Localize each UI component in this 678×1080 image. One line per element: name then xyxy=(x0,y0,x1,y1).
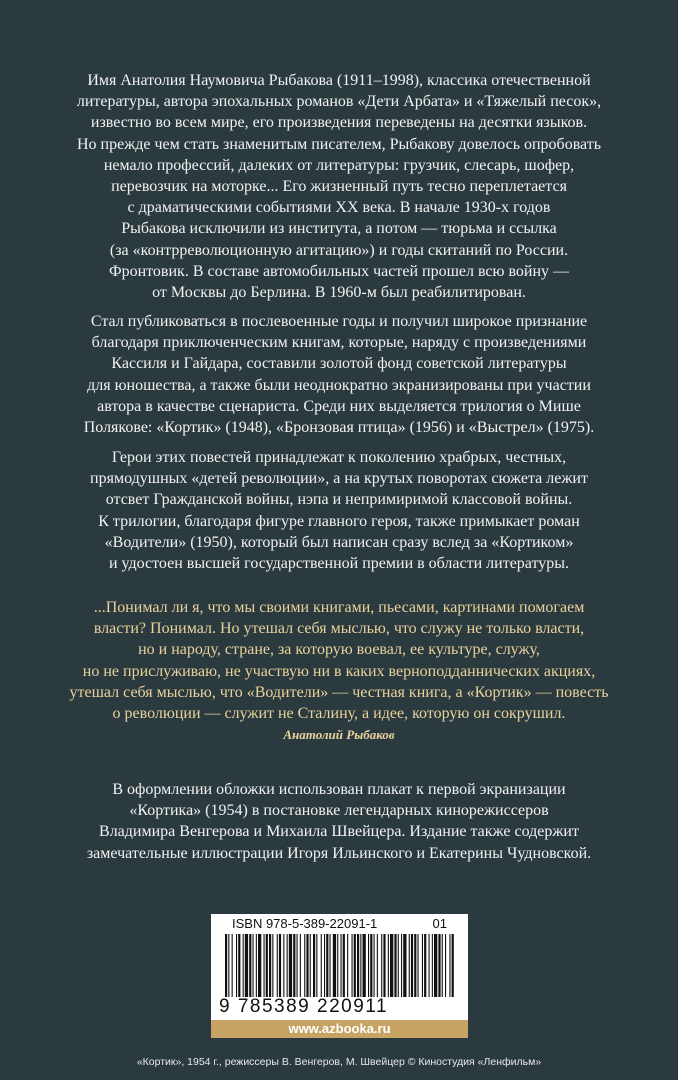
text-line: автора в качестве сценариста. Среди них выделяется трилогия о Мише xyxy=(97,397,581,415)
text-line: ...Понимал ли я, что мы своими книгами, пьесами, картинами помогаем xyxy=(93,599,585,616)
barcode-bar xyxy=(245,934,248,997)
bio-paragraph xyxy=(50,70,628,303)
barcode-bar xyxy=(272,934,273,997)
barcode-bar xyxy=(228,934,229,997)
barcode-bar xyxy=(279,934,281,997)
text-line: отсвет Гражданской войны, нэпа и непримиримой классовой войны. xyxy=(105,491,573,509)
barcode-bar xyxy=(374,934,375,997)
barcode-bar xyxy=(357,934,359,997)
text-line: власти? Понимал. Но утешал себя мыслью, что служу не только власти, xyxy=(93,620,585,638)
barcode-digits: 9 785389 220911 xyxy=(219,996,389,1017)
barcode-bar xyxy=(424,934,426,997)
barcode-bar xyxy=(347,934,348,997)
quote-author: Анатолий Рыбаков xyxy=(283,727,395,742)
text-line: и удостоен высшей государственной премии в области литературы. xyxy=(108,555,570,573)
text-line: К трилогии, благодаря фигуре главного героя, также примыкает роман xyxy=(98,512,580,530)
barcode-bar xyxy=(363,934,366,997)
barcode-bar xyxy=(434,934,437,997)
barcode-bar xyxy=(445,934,446,997)
barcode-bar xyxy=(253,934,254,997)
text-line: Имя Анатолия Наумовича Рыбакова (1911–1998), классика отечественной xyxy=(87,72,591,89)
barcode-bar xyxy=(429,934,430,997)
text-line: Герои этих повестей принадлежат к поколению храбрых, честных, xyxy=(111,449,567,466)
text-line: но не прислуживаю, не участвую ни в каких верноподданнических акциях, xyxy=(82,662,596,680)
barcode-bar xyxy=(394,934,396,997)
text-line: Фронтовик. В составе автомобильных частей прошел всю войну — xyxy=(108,262,570,280)
isbn-label: ISBN 978-5-389-22091-1 xyxy=(232,916,378,931)
heroes-paragraph xyxy=(50,447,628,574)
text-line: утешал себя мыслью, что «Водители» — честная книга, а «Кортик» — повесть xyxy=(69,683,609,701)
barcode-bar xyxy=(269,934,271,997)
barcode-bar xyxy=(258,934,261,997)
barcode-bar xyxy=(442,934,443,997)
barcode-bar xyxy=(390,934,393,997)
cover-note-paragraph xyxy=(50,779,628,864)
barcode-bar xyxy=(352,934,353,997)
barcode-bar xyxy=(438,934,440,997)
text-line: о революции — служит не Сталину, а идее, которую он сокрушил. xyxy=(112,705,566,723)
barcode-bar xyxy=(432,934,433,997)
text-line: но и народу, стране, за которую воевал, ее культуре, служу, xyxy=(138,641,540,659)
barcode-bar xyxy=(238,934,240,997)
barcode-bar xyxy=(354,934,356,997)
barcode-bar xyxy=(313,934,315,997)
isbn-barcode xyxy=(211,914,468,1020)
text-line: литературы, автора эпохальных романов «Дети Арбата» и «Тяжелый песок», xyxy=(76,93,602,111)
author-quote xyxy=(50,597,628,724)
text-line: (за «контрреволюционную агитацию») и годы скитаний по России. xyxy=(109,241,569,259)
text-line: немало профессий, далеких от литературы: грузчик, слесарь, шофер, xyxy=(103,156,575,174)
barcode-bar xyxy=(383,934,385,997)
barcode-bar xyxy=(326,934,328,997)
text-line: Но прежде чем стать знаменитым писателем, Рыбакову довелось опробовать xyxy=(76,135,602,153)
barcode-bar xyxy=(388,934,389,997)
barcode-bar xyxy=(256,934,257,997)
text-line: замечательные иллюстрации Игоря Ильинского и Екатерины Чудновской. xyxy=(86,844,592,862)
barcode-bar xyxy=(283,934,284,997)
text-line: «Водители» (1950), который был написан сразу вслед за «Кортиком» xyxy=(104,533,574,551)
text-line: известно во всем мире, его произведения переведены на десятки языков. xyxy=(90,114,588,132)
barcode-bar xyxy=(304,934,305,997)
barcode-bar xyxy=(418,934,419,997)
text-line: Полякове: «Кортик» (1948), «Бронзовая птица» (1956) и «Выстрел» (1975). xyxy=(83,419,595,437)
barcode-bar xyxy=(232,934,233,997)
career-paragraph xyxy=(50,311,628,438)
text-line: «Кортика» (1954) в постановке легендарных кинорежиссеров xyxy=(129,802,549,820)
barcode-bar xyxy=(401,934,402,997)
text-line: Кассиля и Гайдара, составили золотой фонд советской литературы xyxy=(111,355,567,373)
text-line: В оформлении обложки использован плакат к первой экранизации xyxy=(112,781,566,798)
isbn-line xyxy=(232,916,447,931)
text-line: для юношества, а также были неоднократно экранизированы при участии xyxy=(87,376,591,394)
barcode-bar xyxy=(398,934,399,997)
text-line: Владимира Венгерова и Михаила Швейцера. Издание также содержит xyxy=(99,823,579,841)
publisher-website: www.azbooka.ru xyxy=(211,1020,468,1038)
barcode-bar xyxy=(337,934,338,997)
text-line: благодаря приключенческим книгам, которые, наряду с произведениями xyxy=(91,334,587,352)
barcode-bar xyxy=(449,934,450,997)
text-line: прямодушных «детей революции», а на крутых поворотах сюжета лежит xyxy=(90,470,588,488)
barcode-bar xyxy=(381,934,382,997)
barcode-bar xyxy=(360,934,361,997)
barcode-bar xyxy=(370,934,372,997)
barcode-bar xyxy=(452,934,454,997)
barcode-bars xyxy=(223,934,456,997)
barcode-bar xyxy=(277,934,278,997)
barcode-bar xyxy=(225,934,227,997)
barcode-bar xyxy=(368,934,369,997)
barcode-bar xyxy=(411,934,413,997)
barcode-bar xyxy=(249,934,251,997)
barcode-bar xyxy=(236,934,237,997)
text-line: с драматическими событиями XX века. В начале 1930-х годов xyxy=(127,199,551,217)
barcode-bar xyxy=(289,934,292,997)
barcode-bar xyxy=(341,934,342,997)
barcode-bar xyxy=(264,934,265,997)
barcode-bar xyxy=(287,934,288,997)
barcode-bar xyxy=(403,934,406,997)
barcode-bar xyxy=(310,934,311,997)
barcode-bar xyxy=(422,934,423,997)
poster-credit: «Кортик», 1954 г., режиссеры В. Венгеров, М. Швейцер © Киностудия «Ленфильм» xyxy=(136,1056,542,1068)
isbn-addon: 01 xyxy=(432,916,447,931)
barcode-bar xyxy=(330,934,331,997)
barcode-bar xyxy=(409,934,410,997)
barcode-bar xyxy=(293,934,295,997)
barcode-bar xyxy=(306,934,308,997)
barcode-bar xyxy=(243,934,244,997)
text-line: перевозчик на моторке... Его жизненный путь тесно переплетается xyxy=(111,178,567,196)
barcode-bar xyxy=(343,934,345,997)
barcode-bar xyxy=(316,934,317,997)
text-line: Рыбакова исключили из института, а потом — тюрьма и ссылка xyxy=(121,220,557,238)
text-line: от Москвы до Берлина. В 1960-м был реабилитирован. xyxy=(152,284,526,302)
barcode-bar xyxy=(333,934,336,997)
barcode-bar xyxy=(300,934,301,997)
barcode-bar xyxy=(297,934,298,997)
barcode-bar xyxy=(321,934,322,997)
barcode-bar xyxy=(414,934,416,997)
barcode-bar xyxy=(266,934,268,997)
barcode-bar xyxy=(324,934,325,997)
barcode-bar xyxy=(377,934,378,997)
text-line: Стал публиковаться в послевоенные годы и получил широкое признание xyxy=(90,313,588,330)
